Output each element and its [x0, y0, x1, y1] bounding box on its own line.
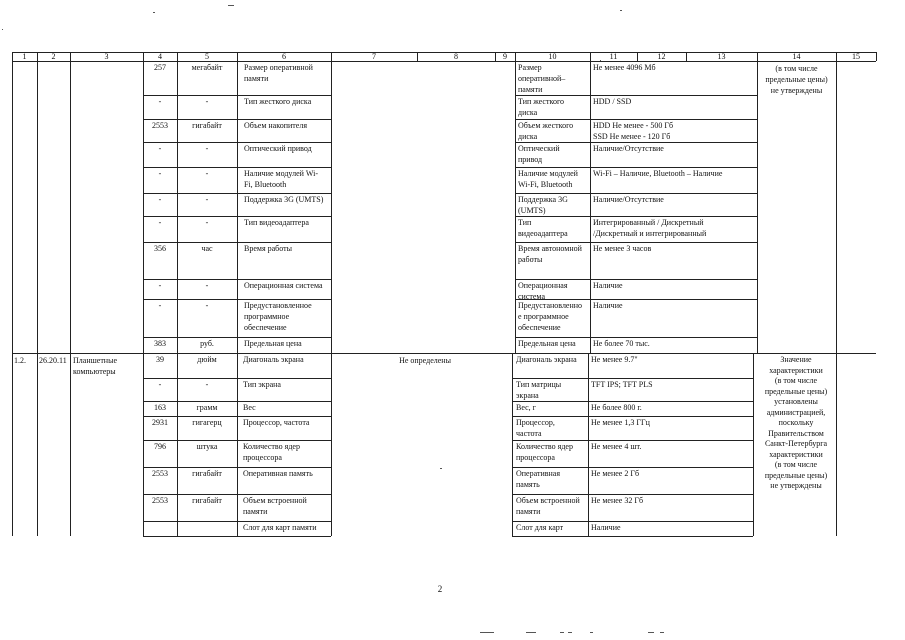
- block2-characteristic-name: Тип экрана: [243, 380, 281, 389]
- block2-requirement-value: Не менее 32 Гб: [591, 496, 644, 505]
- table-rule: [70, 61, 71, 353]
- table-rule: [590, 61, 591, 353]
- block2-characteristic-name: Оперативная память: [243, 469, 313, 478]
- header-cell-number: 3: [104, 52, 109, 61]
- block1-requirement-name: Предустановленно е программное обеспечение: [518, 301, 583, 332]
- block1-requirement-name: Тип видеоадаптера: [518, 218, 568, 238]
- block1-characteristic-name: Операционная система: [244, 281, 323, 290]
- scan-artifact: [600, 60, 601, 61]
- block1-okei-code: -: [158, 301, 162, 310]
- block1-okei-code: -: [158, 169, 162, 178]
- block2-requirement-value: Не менее 4 шт.: [591, 442, 642, 451]
- block2-characteristic-name: Процессор, частота: [243, 418, 310, 427]
- block1-characteristic-name: Предустановленное программное обеспечение: [244, 301, 312, 332]
- block1-okei-code: -: [158, 97, 162, 106]
- block1-unit: -: [205, 218, 209, 227]
- block1-characteristic-name: Размер оперативной памяти: [244, 63, 313, 83]
- block1-unit: час: [201, 244, 213, 253]
- block1-requirement-value: Наличие/Отсутствие: [593, 144, 664, 153]
- table-rule: [237, 353, 238, 536]
- block2-unit: гигабайт: [192, 496, 222, 505]
- header-cell-number: 13: [717, 52, 726, 61]
- block2-characteristic-name: Объем встроенной памяти: [243, 496, 307, 516]
- header-cell-number: 7: [372, 52, 376, 61]
- block1-characteristic-name: Тип жесткого диска: [244, 97, 312, 106]
- scan-artifact: [648, 632, 654, 633]
- header-cell-number: 4: [158, 52, 162, 61]
- block2-unit: гигагерц: [192, 418, 222, 427]
- block2-okei-code: 796: [154, 442, 166, 451]
- block1-requirement-name: Объем жесткого диска: [518, 121, 574, 141]
- block2-unit: дюйм: [197, 355, 217, 364]
- block2-characteristic-name: Вес: [243, 403, 256, 412]
- block2-row-number: 1.2.: [14, 356, 26, 365]
- block2-okei-code: 2553: [152, 469, 168, 478]
- block1-requirement-value: Wi-Fi – Наличие, Bluetooth – Наличие: [593, 169, 723, 178]
- block1-unit: -: [205, 97, 209, 106]
- block1-requirement-name: Время автономной работы: [518, 244, 582, 264]
- block1-requirement-value: HDD Не менее - 500 Гб SSD Не менее - 120 Гб: [593, 121, 674, 141]
- block1-okei-code: 356: [154, 244, 166, 253]
- block2-characteristic-name: Количество ядер процессора: [243, 442, 300, 462]
- table-rule: [836, 61, 837, 353]
- block1-requirement-name: Размер оперативной– памяти: [518, 63, 566, 94]
- block2-item-type: Планшетные компьютеры: [73, 356, 118, 376]
- block2-requirement-name: Процессор, частота: [516, 418, 555, 438]
- block2-unit: гигабайт: [192, 469, 222, 478]
- block1-requirement-value: Наличие: [593, 301, 623, 310]
- block1-requirement-value: Не более 70 тыс.: [593, 339, 650, 348]
- block1-unit: гигабайт: [192, 121, 222, 130]
- block1-characteristic-name: Оптический привод: [244, 144, 312, 153]
- table-rule: [331, 61, 332, 353]
- block2-unit: грамм: [196, 403, 218, 412]
- block1-requirement-name: Поддержка 3G (UMTS): [518, 195, 568, 215]
- header-cell-number: 14: [792, 52, 801, 61]
- block1-unit: -: [205, 281, 209, 290]
- block2-requirement-value: Не более 800 г.: [591, 403, 642, 412]
- block1-requirement-value: Не менее 4096 Мб: [593, 63, 656, 72]
- block2-requirement-name: Вес, г: [516, 403, 536, 412]
- block1-characteristic-name: Объем накопителя: [244, 121, 307, 130]
- header-cell-border: [876, 52, 877, 61]
- block1-okei-code: -: [158, 218, 162, 227]
- block2-note: Значение характеристики (в том числе предельные цены) установлены администрацией, поскольку Правительством Санкт-Петербурга характеристики (в том числе предельные цены) не утверждены: [764, 355, 828, 490]
- header-cell-number: 15: [852, 52, 860, 61]
- block2-unit: -: [205, 380, 209, 389]
- header-cell-number: 5: [205, 52, 209, 61]
- block2-okei-code: 2931: [152, 418, 168, 427]
- scan-artifact: [2, 29, 3, 30]
- header-cell-number: 6: [282, 52, 286, 61]
- block1-okei-code: -: [158, 144, 162, 153]
- block2-requirement-name: Оперативная память: [516, 469, 561, 489]
- block2-unit: штука: [196, 442, 218, 451]
- scan-artifact: [620, 10, 622, 11]
- block2-requirement-value: Не менее 9.7": [591, 355, 638, 364]
- block1-requirement-name: Тип жесткого диска: [518, 97, 565, 117]
- scan-artifact: [526, 632, 536, 633]
- block2-requirement-name: Слот для карт: [516, 523, 564, 532]
- block2-okpd-code: 26.20.11: [39, 356, 67, 365]
- block1-requirement-name: Оптический привод: [518, 144, 560, 164]
- block2-not-defined: Не определены: [399, 356, 451, 365]
- block1-unit: -: [205, 169, 209, 178]
- header-cell-number: 1: [22, 52, 27, 61]
- block2-okei-code: 163: [154, 403, 166, 412]
- block2-requirement-value: Не менее 2 Гб: [591, 469, 640, 478]
- table-rule: [331, 353, 332, 536]
- block1-unit: -: [205, 195, 209, 204]
- block1-okei-code: -: [158, 281, 162, 290]
- table-rule: [515, 61, 516, 353]
- page-number: 2: [437, 584, 443, 594]
- block1-okei-code: 383: [154, 339, 166, 348]
- scan-artifact: [568, 632, 572, 633]
- block2-okei-code: 39: [156, 355, 164, 364]
- scan-artifact: [153, 12, 155, 13]
- block2-row-rule: [512, 536, 753, 537]
- block2-requirement-value: Не менее 1,3 ГГц: [591, 418, 650, 427]
- block2-okei-code: -: [158, 380, 162, 389]
- block1-requirement-name: Наличие модулей Wi-Fi, Bluetooth: [518, 169, 578, 189]
- block1-requirement-value: Наличие: [593, 281, 623, 290]
- block2-requirement-value: Наличие: [591, 523, 621, 532]
- table-rule: [12, 61, 13, 353]
- block1-requirement-value: Наличие/Отсутствие: [593, 195, 664, 204]
- block1-unit: руб.: [200, 339, 214, 348]
- scan-artifact: [228, 5, 234, 6]
- block1-note: (в том числе предельные цены) не утверждены: [765, 64, 828, 95]
- block1-requirement-value: HDD / SSD: [593, 97, 632, 106]
- block2-okei-code: 2553: [152, 496, 168, 505]
- block2-requirement-name: Тип матрицы экрана: [516, 380, 562, 400]
- block1-requirement-name: Операционная система: [518, 281, 568, 301]
- table-rule: [12, 353, 13, 536]
- block2-characteristic-name: Слот для карт памяти: [243, 523, 317, 532]
- header-cell-number: 12: [657, 52, 666, 61]
- header-cell-number: 8: [454, 52, 458, 61]
- table-rule: [753, 353, 754, 536]
- table-rule: [237, 61, 238, 353]
- scan-artifact: [440, 468, 442, 469]
- table-rule: [37, 61, 38, 353]
- block1-characteristic-name: Поддержка 3G (UMTS): [244, 195, 324, 204]
- header-cell-number: 2: [51, 52, 56, 61]
- table-rule: [757, 61, 758, 353]
- block1-characteristic-name: Предельная цена: [244, 339, 302, 348]
- header-cell-number: 11: [609, 52, 618, 61]
- block2-characteristic-name: Диагональ экрана: [243, 355, 304, 364]
- block1-unit: мегабайт: [191, 63, 223, 72]
- block1-requirement-name: Предельная цена: [518, 339, 576, 348]
- block1-characteristic-name: Наличие модулей Wi- Fi, Bluetooth: [244, 169, 319, 189]
- block1-okei-code: -: [158, 195, 162, 204]
- block2-requirement-name: Количество ядер процессора: [516, 442, 573, 462]
- block1-okei-code: 2553: [152, 121, 168, 130]
- table-rule: [70, 353, 71, 536]
- block1-unit: -: [205, 144, 209, 153]
- table-rule: [512, 353, 513, 536]
- block2-requirement-name: Объем встроенной памяти: [516, 496, 580, 516]
- block2-requirement-value: TFT IPS; TFT PLS: [591, 380, 653, 389]
- block1-unit: -: [205, 301, 209, 310]
- block2-requirement-name: Диагональ экрана: [516, 355, 577, 364]
- scan-artifact: [480, 632, 494, 633]
- block1-okei-code: 257: [154, 63, 166, 72]
- scan-artifact: [660, 632, 664, 633]
- header-cell-number: 10: [548, 52, 557, 61]
- block1-requirement-value: Не менее 3 часов: [593, 244, 652, 253]
- table-rule: [588, 353, 589, 536]
- table-rule: [37, 353, 38, 536]
- scan-artifact: [590, 632, 593, 633]
- block2-row-rule: [143, 536, 331, 537]
- block1-requirement-value: Интегрированный / Дискретный /Дискретный и интегрированный: [593, 218, 707, 238]
- block1-characteristic-name: Тип видеоадаптера: [244, 218, 309, 227]
- scan-artifact: [560, 632, 564, 633]
- block1-characteristic-name: Время работы: [244, 244, 293, 253]
- header-cell-number: 9: [503, 52, 507, 61]
